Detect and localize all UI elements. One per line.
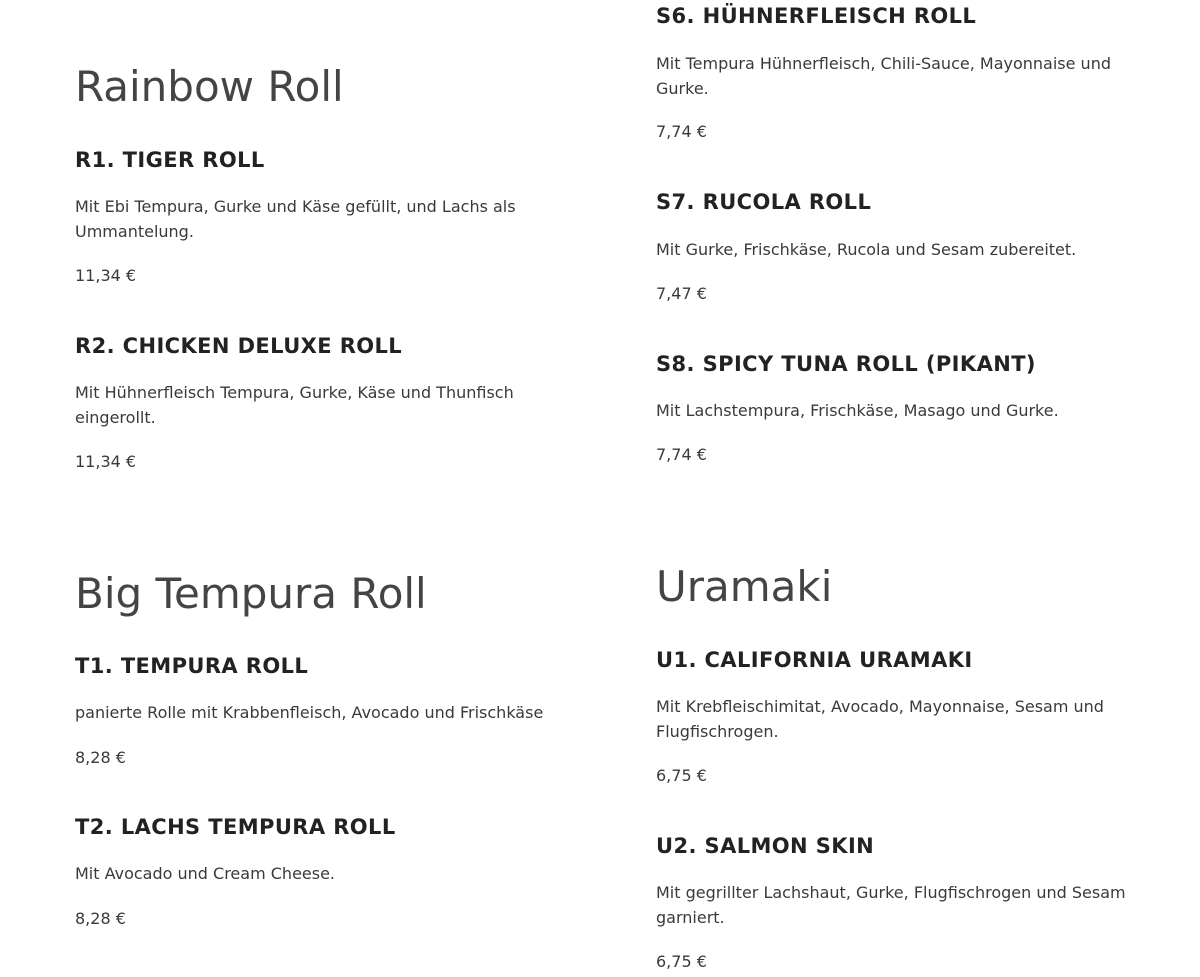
menu-item-description: Mit Lachstempura, Frischkäse, Masago und Gurke. <box>656 401 1059 420</box>
menu-item-name: U1. CALIFORNIA URAMAKI <box>656 648 973 672</box>
menu-item-description: panierte Rolle mit Krabbenfleisch, Avocado und Frischkäse <box>75 703 544 722</box>
menu-item-description: Mit Avocado und Cream Cheese. <box>75 864 336 883</box>
menu-item-description: Mit gegrillter Lachshaut, Gurke, Flugfischrogen und Sesam garniert. <box>656 883 1126 927</box>
section-title: Uramaki <box>656 562 833 611</box>
menu-item-price: 7,74 € <box>656 445 707 464</box>
section-title: Big Tempura Roll <box>75 569 427 618</box>
menu-item-price: 6,75 € <box>656 952 707 971</box>
menu-item-name: T1. TEMPURA ROLL <box>75 654 309 678</box>
menu-item-price: 11,34 € <box>75 452 137 471</box>
menu-item-price: 8,28 € <box>75 909 126 928</box>
menu-item-description: Mit Hühnerfleisch Tempura, Gurke, Käse und Thunfisch eingerollt. <box>75 383 514 427</box>
menu-item-description: Mit Krebfleischimitat, Avocado, Mayonnaise, Sesam und Flugfischrogen. <box>656 697 1104 741</box>
menu-item-name: S7. RUCOLA ROLL <box>656 190 872 214</box>
menu-item-description: Mit Ebi Tempura, Gurke und Käse gefüllt, und Lachs als Ummantelung. <box>75 197 516 241</box>
menu-item-price: 6,75 € <box>656 766 707 785</box>
section-title: Rainbow Roll <box>75 62 344 111</box>
menu-item-name: S8. SPICY TUNA ROLL (PIKANT) <box>656 352 1036 376</box>
menu-item-price: 8,28 € <box>75 748 126 767</box>
menu-item-description: Mit Tempura Hühnerfleisch, Chili-Sauce, Mayonnaise und Gurke. <box>656 54 1111 98</box>
menu-item-name: R2. CHICKEN DELUXE ROLL <box>75 334 403 358</box>
menu-item-price: 7,47 € <box>656 284 707 303</box>
menu-item-name: R1. TIGER ROLL <box>75 148 265 172</box>
menu-item-name: T2. LACHS TEMPURA ROLL <box>75 815 396 839</box>
menu-item-name: S6. HÜHNERFLEISCH ROLL <box>656 4 977 28</box>
menu-item-name: U2. SALMON SKIN <box>656 834 875 858</box>
menu-item-description: Mit Gurke, Frischkäse, Rucola und Sesam zubereitet. <box>656 240 1077 259</box>
menu-item-price: 11,34 € <box>75 266 137 285</box>
menu-item-price: 7,74 € <box>656 122 707 141</box>
